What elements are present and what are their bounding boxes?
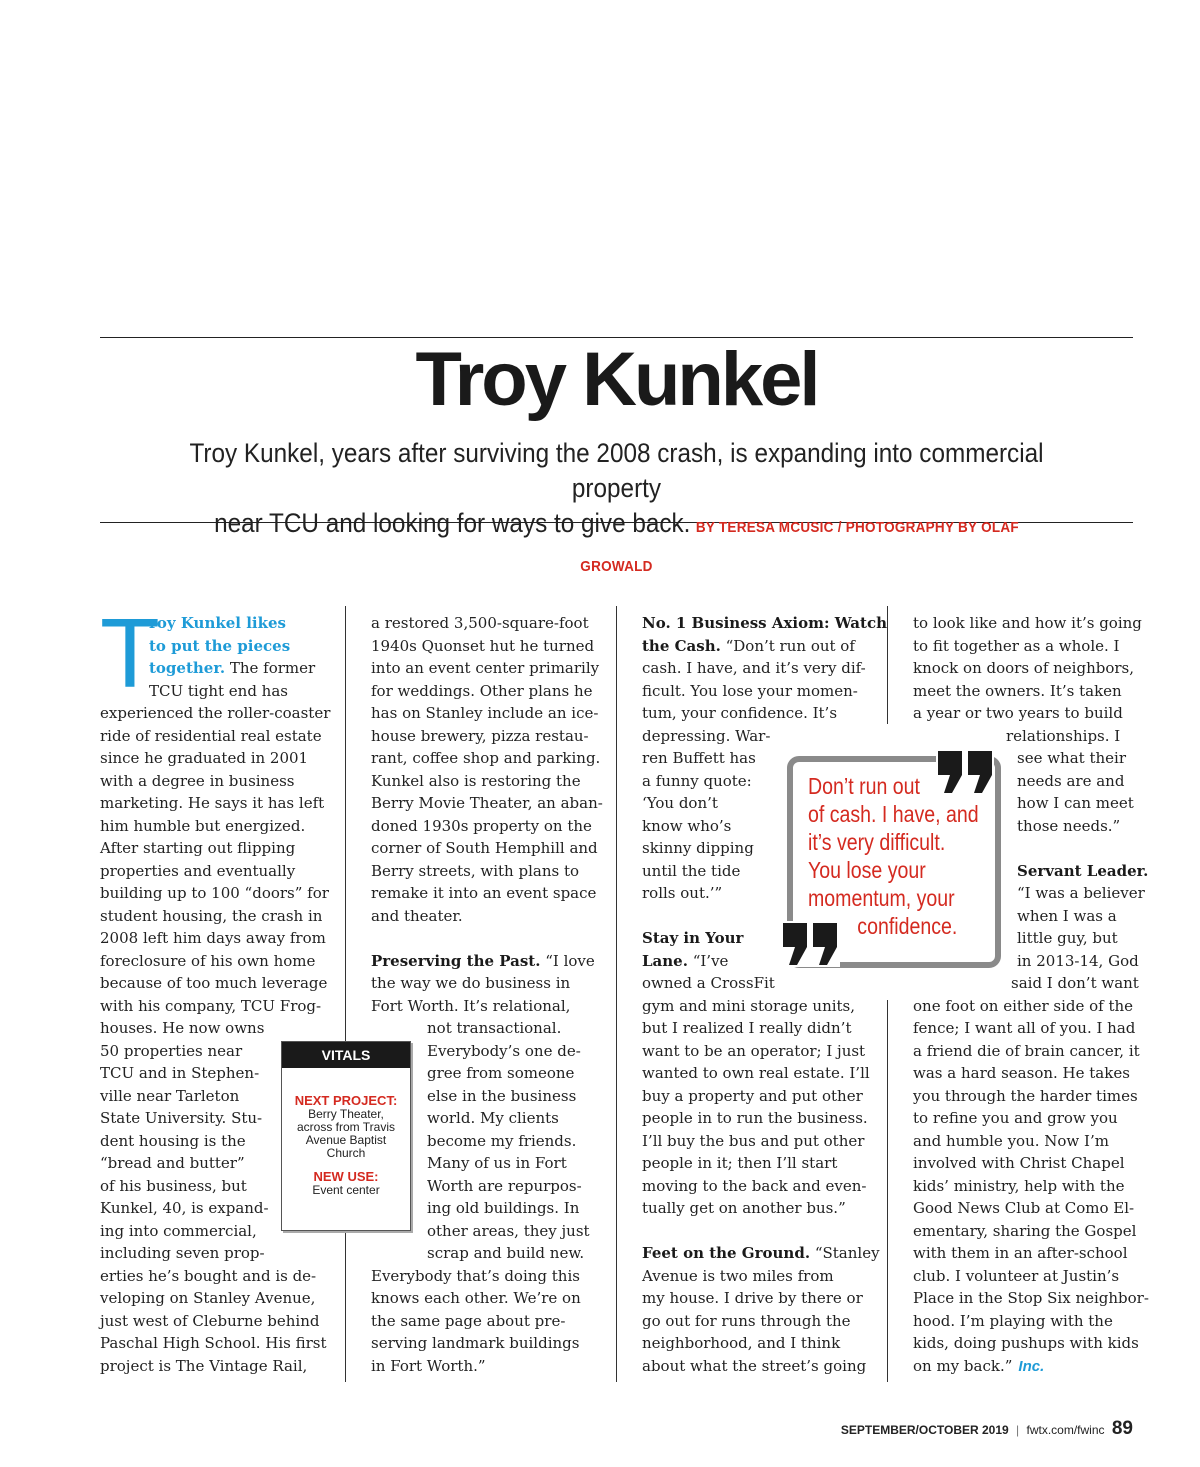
text-run: “Stanley bbox=[810, 1244, 880, 1262]
text-line: experienced the roller-coaster bbox=[100, 704, 331, 722]
text-run: on my back.” bbox=[913, 1356, 1013, 1375]
text-line: a funny quote: bbox=[642, 771, 752, 790]
text-line: 1940s Quonset hut he turned bbox=[371, 636, 595, 655]
text-line: other areas, they just bbox=[427, 1221, 590, 1240]
text-line: Paschal High School. His first bbox=[100, 1334, 327, 1352]
text-line: Everybody that’s doing this bbox=[371, 1266, 580, 1285]
text-line bbox=[642, 1242, 880, 1265]
text-line: hood. I’m playing with the bbox=[913, 1311, 1113, 1330]
text-line: to fit together as a whole. I bbox=[913, 636, 1120, 655]
article-column-4 bbox=[913, 612, 1149, 1377]
text-line: but I realized I really didn’t bbox=[642, 1019, 852, 1037]
text-line: with his company, TCU Frog- bbox=[100, 996, 322, 1015]
text-line: into an event center primarily bbox=[371, 659, 600, 677]
text-line: the way we do business in bbox=[371, 974, 571, 992]
text-line: ficult. You lose your momen- bbox=[642, 681, 858, 700]
pull-quote-line: momentum, your bbox=[808, 885, 955, 911]
text-line: little guy, but bbox=[1017, 929, 1118, 947]
inc-end-mark-logo: Inc. bbox=[1018, 1357, 1045, 1375]
text-line: those needs.” bbox=[1017, 816, 1121, 835]
byline: BY TERESA MCUSIC / PHOTOGRAPHY BY OLAF GROWALD bbox=[580, 519, 1019, 575]
text-line: knows each other. We’re on bbox=[371, 1289, 581, 1307]
text-line: and humble you. Now I’m bbox=[913, 1131, 1109, 1150]
subhead-business-axiom: No. 1 Business Axiom: Watch bbox=[642, 614, 887, 632]
deck-line-2 bbox=[179, 506, 1055, 584]
text-line: including seven prop- bbox=[100, 1244, 265, 1262]
text-line: tually get on another bus.” bbox=[642, 1199, 846, 1217]
subhead-feet-on-the-ground: Feet on the Ground. bbox=[642, 1244, 811, 1262]
text-line: skinny dipping bbox=[642, 839, 754, 857]
text-line: 50 properties near bbox=[100, 1041, 243, 1060]
text-line: the same page about pre- bbox=[371, 1311, 566, 1330]
text-line: world. My clients bbox=[427, 1109, 559, 1127]
text-line: relationships. I bbox=[1006, 726, 1121, 745]
text-line: owned a CrossFit bbox=[642, 974, 775, 992]
vitals-heading: VITALS bbox=[282, 1042, 410, 1068]
paragraph-gap bbox=[371, 927, 601, 950]
text-line: Berry streets, with plans to bbox=[371, 861, 580, 880]
text-line: wanted to own real estate. I’ll bbox=[642, 1064, 870, 1082]
text-line: Good News Club at Como El- bbox=[913, 1199, 1135, 1217]
text-line: gym and mini storage units, bbox=[642, 996, 856, 1015]
text-line: moving to the back and even- bbox=[642, 1176, 867, 1195]
text-line: go out for runs through the bbox=[642, 1311, 851, 1330]
text-line: tum, your confidence. It’s bbox=[642, 704, 838, 722]
text-line: erties he’s bought and is de- bbox=[100, 1266, 317, 1285]
text-line: you through the harder times bbox=[913, 1086, 1138, 1105]
text-line: remake it into an event space bbox=[371, 884, 597, 902]
text-line: Worth are repurpos- bbox=[427, 1176, 582, 1195]
text-line bbox=[642, 635, 872, 658]
text-line: with them in an after-school bbox=[913, 1244, 1128, 1262]
text-line: State University. Stu- bbox=[100, 1109, 263, 1127]
text-line: until the tide bbox=[642, 861, 741, 880]
article-column-2 bbox=[371, 612, 601, 1377]
text-line: doned 1930s property on the bbox=[371, 816, 592, 835]
new-use-label: NEW USE: bbox=[313, 1169, 379, 1184]
text-line: just west of Cleburne behind bbox=[100, 1311, 320, 1330]
pull-quote-line: You lose your bbox=[808, 857, 926, 883]
text-line: a restored 3,500-square-foot bbox=[371, 614, 589, 632]
text-line: student housing, the crash in bbox=[100, 906, 323, 925]
text-line: foreclosure of his own home bbox=[100, 951, 316, 970]
subhead-business-axiom-end: the Cash. bbox=[642, 636, 721, 655]
text-line: fence; I want all of you. I had bbox=[913, 1019, 1136, 1037]
text-line: want to be an operator; I just bbox=[642, 1041, 866, 1060]
subhead-stay-in-your-lane: Stay in Your bbox=[642, 929, 744, 947]
text-line: to look like and how it’s going bbox=[913, 614, 1142, 632]
text-line: in Fort Worth.” bbox=[371, 1356, 486, 1375]
text-line: dent housing is the bbox=[100, 1131, 246, 1150]
text-line: Fort Worth. It’s relational, bbox=[371, 996, 571, 1015]
text-line: one foot on either side of the bbox=[913, 996, 1134, 1015]
lead-in-line: to put the pieces bbox=[149, 636, 291, 655]
text-line: my house. I drive by there or bbox=[642, 1289, 863, 1307]
new-use-value: Event center bbox=[312, 1183, 380, 1197]
next-project-label: NEXT PROJECT: bbox=[294, 1093, 398, 1108]
deck-line-2-text: near TCU and looking for ways to give back. bbox=[214, 508, 691, 538]
text-line: Everybody’s one de- bbox=[427, 1041, 581, 1060]
issue-date: SEPTEMBER/OCTOBER 2019 bbox=[840, 1423, 1009, 1437]
pull-quote-line: Don’t run out bbox=[808, 773, 920, 799]
text-line: a year or two years to build bbox=[913, 704, 1123, 722]
text-line: Kunkel, 40, is expand- bbox=[100, 1199, 269, 1217]
page-number: 89 bbox=[1111, 1418, 1133, 1439]
text-line: TCU tight end has bbox=[149, 681, 288, 700]
text-line: “bread and butter” bbox=[100, 1154, 245, 1172]
text-line: know who’s bbox=[642, 816, 732, 835]
text-line bbox=[100, 657, 330, 680]
text-line: buy a property and put other bbox=[642, 1086, 863, 1105]
text-line: ride of residential real estate bbox=[100, 726, 322, 745]
text-line: 2008 left him days away from bbox=[100, 929, 326, 947]
text-line: how I can meet bbox=[1017, 794, 1134, 812]
text-line: ing into commercial, bbox=[100, 1221, 257, 1240]
text-line: corner of South Hemphill and bbox=[371, 839, 598, 857]
text-line: house brewery, pizza restau- bbox=[371, 726, 589, 745]
text-line: Berry Movie Theater, an aban- bbox=[371, 794, 603, 812]
text-line: properties and eventually bbox=[100, 861, 296, 880]
subhead-preserving-the-past: Preserving the Past. bbox=[371, 951, 541, 970]
text-line: marketing. He says it has left bbox=[100, 794, 325, 812]
text-line: in 2013-14, God bbox=[1017, 951, 1139, 970]
text-line: club. I volunteer at Justin’s bbox=[913, 1266, 1120, 1285]
pull-quote-line: of cash. I have, and bbox=[808, 801, 979, 827]
article-column-3 bbox=[642, 612, 887, 1377]
text-line: said I don’t want bbox=[1011, 974, 1139, 992]
page-footer bbox=[841, 1418, 1133, 1440]
subhead-stay-in-your-lane-end: Lane. bbox=[642, 951, 688, 970]
text-line: needs are and bbox=[1017, 771, 1125, 790]
text-line: ‘You don’t bbox=[642, 794, 718, 812]
footer-separator: | bbox=[1016, 1423, 1020, 1437]
text-line: see what their bbox=[1017, 749, 1126, 767]
next-project-value: Berry Theater, across from Travis Avenue Baptist Church bbox=[296, 1107, 395, 1160]
text-line: serving landmark buildings bbox=[371, 1334, 580, 1352]
paragraph-gap bbox=[642, 1220, 872, 1243]
text-line: since he graduated in 2001 bbox=[100, 749, 309, 767]
text-line: Place in the Stop Six neighbor- bbox=[913, 1289, 1149, 1307]
pull-quote-text bbox=[808, 772, 979, 940]
text-line: depressing. War- bbox=[642, 726, 771, 745]
text-line: people in it; then I’ll start bbox=[642, 1154, 838, 1172]
text-line: cash. I have, and it’s very dif- bbox=[642, 659, 866, 677]
text-line: and theater. bbox=[371, 906, 463, 925]
text-line: Kunkel also is restoring the bbox=[371, 771, 581, 790]
text-line: knock on doors of neighbors, bbox=[913, 659, 1135, 677]
text-line: Many of us in Fort bbox=[427, 1154, 567, 1172]
pull-quote-line: it’s very difficult. bbox=[808, 829, 946, 855]
text-line: for weddings. Other plans he bbox=[371, 681, 593, 700]
text-line: when I was a bbox=[1017, 906, 1117, 925]
text-line: of his business, but bbox=[100, 1176, 247, 1195]
text-line: about what the street’s going bbox=[642, 1356, 867, 1375]
text-line: gree from someone bbox=[427, 1064, 575, 1082]
text-line bbox=[913, 1355, 1143, 1378]
text-run: “I love bbox=[540, 951, 595, 970]
article-column-1 bbox=[100, 612, 330, 1377]
text-line: meet the owners. It’s taken bbox=[913, 681, 1122, 700]
text-run: The former bbox=[225, 659, 316, 677]
text-line: kids’ ministry, help with the bbox=[913, 1176, 1125, 1195]
text-line: project is The Vintage Rail, bbox=[100, 1356, 308, 1375]
text-line: was a hard season. He takes bbox=[913, 1064, 1130, 1082]
column-divider-3a bbox=[887, 606, 888, 724]
column-divider-2 bbox=[616, 606, 617, 1382]
text-line: ren Buffett has bbox=[642, 749, 756, 767]
column-divider-1 bbox=[345, 606, 346, 1382]
lead-in-line: roy Kunkel likes bbox=[149, 614, 286, 632]
text-run: “Don’t run out of bbox=[720, 636, 855, 655]
deck-line-1: Troy Kunkel, years after surviving the 2008 crash, is expanding into commercial property bbox=[189, 438, 1044, 503]
lead-in-end: together. bbox=[149, 659, 226, 677]
text-line: Avenue is two miles from bbox=[642, 1266, 834, 1285]
text-line: I’ll buy the bus and put other bbox=[642, 1131, 865, 1150]
text-line: rolls out.’” bbox=[642, 884, 723, 902]
text-line: rant, coffee shop and parking. bbox=[371, 749, 601, 767]
text-line: else in the business bbox=[427, 1086, 577, 1105]
text-line: a friend die of brain cancer, it bbox=[913, 1041, 1140, 1060]
text-line: with a degree in business bbox=[100, 771, 295, 790]
text-line: people in to run the business. bbox=[642, 1109, 868, 1127]
text-line bbox=[371, 950, 601, 973]
text-line: because of too much leverage bbox=[100, 974, 328, 992]
text-line: ville near Tarleton bbox=[100, 1086, 240, 1105]
text-line: TCU and in Stephen- bbox=[100, 1064, 260, 1082]
pull-quote-line: confidence. bbox=[857, 913, 958, 939]
article-title: Troy Kunkel bbox=[415, 337, 818, 422]
text-line: scrap and build new. bbox=[427, 1244, 585, 1262]
text-line: involved with Christ Chapel bbox=[913, 1154, 1125, 1172]
text-line: kids, doing pushups with kids bbox=[913, 1334, 1139, 1352]
text-line: ing old buildings. In bbox=[427, 1199, 580, 1217]
article-deck bbox=[179, 436, 1055, 584]
subhead-servant-leader: Servant Leader. bbox=[1017, 861, 1149, 880]
text-line: veloping on Stanley Avenue, bbox=[100, 1289, 316, 1307]
text-line: him humble but energized. bbox=[100, 816, 306, 835]
text-line: become my friends. bbox=[427, 1131, 577, 1150]
text-line: “I was a believer bbox=[1017, 884, 1145, 902]
text-line bbox=[642, 612, 887, 635]
drop-cap: T bbox=[100, 598, 160, 708]
text-run: “I’ve bbox=[687, 951, 729, 970]
text-line: not transactional. bbox=[427, 1019, 562, 1037]
text-line: building up to 100 “doors” for bbox=[100, 884, 329, 902]
text-line: ementary, sharing the Gospel bbox=[913, 1221, 1137, 1240]
footer-url: fwtx.com/fwinc bbox=[1026, 1423, 1105, 1437]
text-line: to refine you and grow you bbox=[913, 1109, 1118, 1127]
text-line: houses. He now owns bbox=[100, 1019, 265, 1037]
column-divider-3b bbox=[887, 1000, 888, 1382]
text-line: After starting out flipping bbox=[100, 839, 296, 857]
text-line: has on Stanley include an ice- bbox=[371, 704, 599, 722]
text-line: neighborhood, and I think bbox=[642, 1334, 841, 1352]
